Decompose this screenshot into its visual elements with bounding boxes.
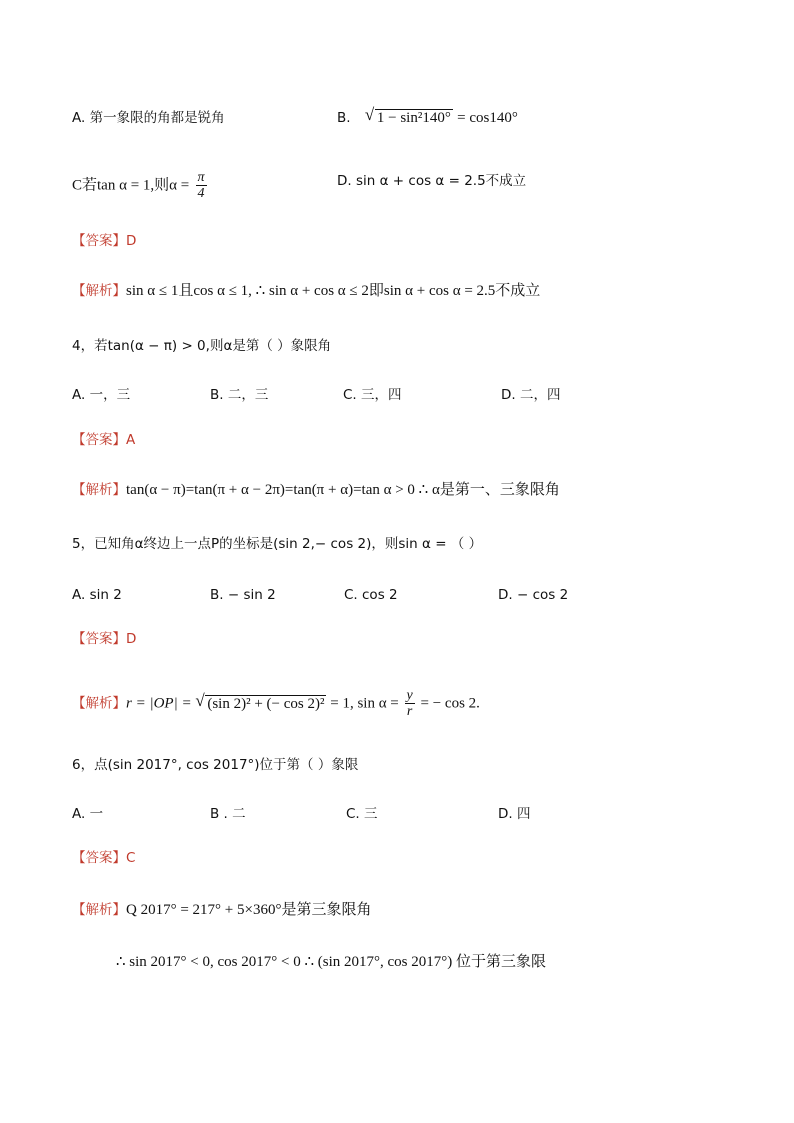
q6-answer [72, 848, 135, 868]
q6-stem: 6，点(sin 2017°, cos 2017°)位于第（ ）象限 [72, 757, 359, 773]
radical-sign-icon: √ [364, 105, 375, 124]
q3-option-a: A. 第一象限的角都是锐角 [72, 110, 225, 126]
q3-option-b-sqrt [364, 105, 453, 128]
answer-value: D [126, 233, 137, 249]
q3-option-c-numerator: π [197, 170, 205, 185]
q5-option-a: A. sin 2 [72, 587, 122, 603]
q3-option-b [337, 105, 518, 128]
q6-option-b: B . 二 [210, 806, 246, 822]
analysis-radicand: (sin 2)² + (− cos 2)² [207, 695, 325, 712]
q5-answer [72, 629, 136, 649]
answer-value: A [126, 432, 136, 448]
q5-option-c: C. cos 2 [344, 587, 398, 603]
radical-sign-icon: √ [195, 690, 205, 710]
q6-option-c: C. 三 [346, 806, 378, 822]
q4-stem: 4，若tan(α − π) > 0,则α是第（ ）象限角 [72, 338, 332, 354]
q4-option-d: D. 二，四 [501, 387, 561, 403]
analysis-tag: 【解析】 [72, 902, 126, 918]
q5-analysis [72, 688, 480, 719]
q6-analysis [72, 900, 371, 920]
q6-analysis-line2 [116, 952, 546, 972]
analysis-text: Q 2017° = 217° + 5×360°是第三象限角 [126, 902, 372, 918]
answer-tag: 【答案】 [72, 233, 126, 249]
analysis-lhs: r = |OP| = [126, 695, 196, 712]
analysis-post: = − cos 2. [416, 695, 480, 712]
answer-value: C [126, 850, 136, 866]
q5-option-d: D. − cos 2 [498, 587, 569, 603]
analysis-denominator: r [406, 704, 413, 719]
answer-tag: 【答案】 [72, 432, 126, 448]
q4-option-a: A. 一，三 [72, 387, 131, 403]
analysis-text: tan(α − π)=tan(π + α − 2π)=tan(π + α)=tan α > 0 ∴ α是第一、三象限角 [126, 482, 560, 498]
q6-option-a: A. 一 [72, 806, 104, 822]
q3-analysis [72, 281, 540, 301]
q3-option-c [72, 170, 209, 201]
q3-option-c-denominator: 4 [197, 186, 205, 201]
q3-option-c-prefix: C若tan α = 1,则α = [72, 177, 190, 194]
q3-option-b-rhs: = cos140° [457, 110, 518, 126]
analysis-text: ∴ sin 2017° < 0, cos 2017° < 0 ∴ (sin 2017°, cos 2017°) 位于第三象限 [116, 954, 546, 970]
q5-option-b: B. − sin 2 [210, 587, 276, 603]
q3-option-b-radicand: 1 − sin²140° [376, 110, 451, 126]
analysis-tag: 【解析】 [72, 482, 126, 498]
analysis-sqrt [195, 690, 326, 714]
q4-option-c: C. 三，四 [343, 387, 402, 403]
analysis-numerator: y [406, 688, 413, 703]
q4-answer [72, 430, 135, 450]
q3-option-d: D. sin α + cos α = 2.5不成立 [337, 173, 527, 189]
q3-option-c-fraction [196, 170, 207, 201]
q3-answer [72, 231, 136, 251]
analysis-fraction [405, 688, 415, 719]
q4-analysis [72, 480, 560, 500]
answer-value: D [126, 631, 137, 647]
answer-tag: 【答案】 [72, 631, 126, 647]
answer-tag: 【答案】 [72, 850, 126, 866]
analysis-text: sin α ≤ 1且cos α ≤ 1, ∴ sin α + cos α ≤ 2即sin α + cos α = 2.5不成立 [126, 283, 541, 299]
q4-option-b: B. 二，三 [210, 387, 269, 403]
q3-option-b-label: B. [337, 110, 351, 126]
analysis-tag: 【解析】 [72, 283, 126, 299]
analysis-tag: 【解析】 [72, 695, 126, 712]
q6-option-d: D. 四 [498, 806, 531, 822]
q5-stem: 5，已知角α终边上一点P的坐标是(sin 2,− cos 2)，则sin α = （ ） [72, 536, 483, 552]
analysis-mid: = 1, sin α = [326, 695, 403, 712]
